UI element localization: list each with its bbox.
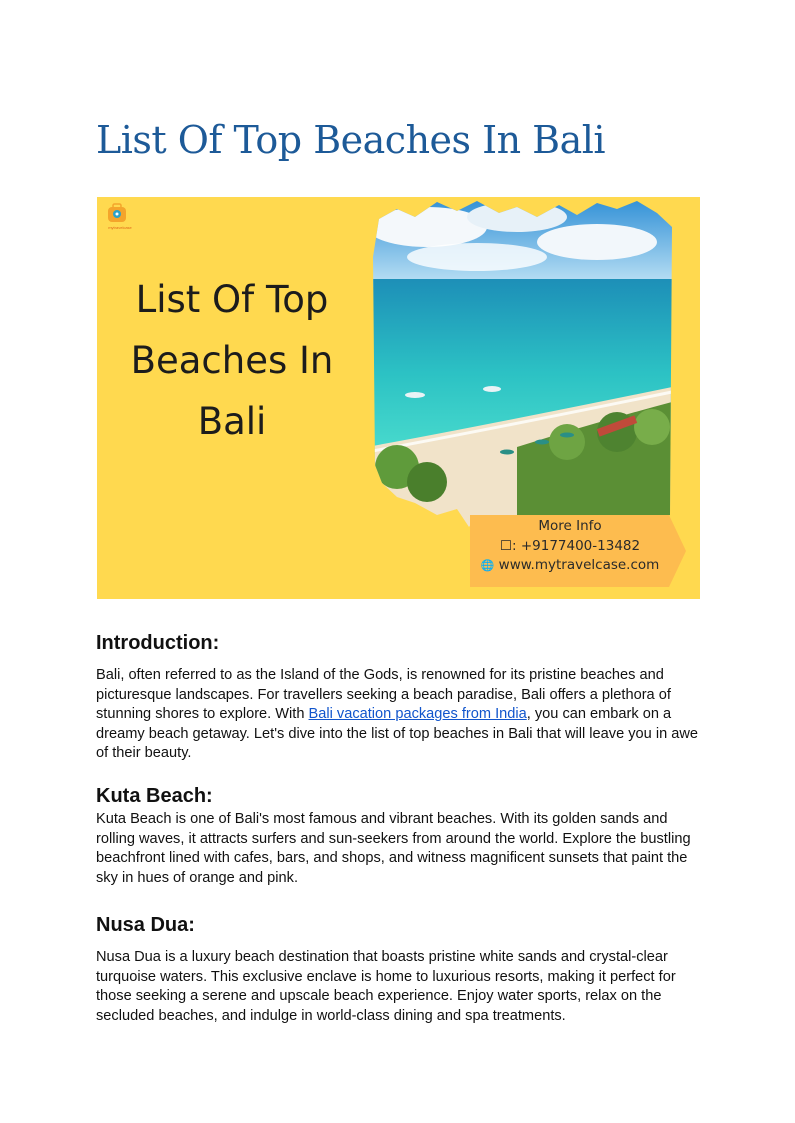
banner-title-line: List Of Top — [135, 278, 329, 321]
kuta-beach-heading: Kuta Beach: — [96, 785, 213, 807]
phone-number: ☐: +9177400-13482 — [499, 538, 641, 554]
logo-text: mytravelcase — [108, 225, 132, 230]
banner-title — [117, 269, 347, 452]
nusa-dua-section — [96, 914, 706, 1026]
nusa-dua-heading: Nusa Dua: — [96, 914, 195, 936]
page-title: List Of Top Beaches In Bali — [96, 118, 606, 162]
globe-icon: 🌐 — [480, 559, 495, 572]
introduction-heading: Introduction: — [96, 632, 220, 654]
bali-packages-link[interactable]: Bali vacation packages from India — [308, 706, 527, 722]
travelcase-logo — [105, 203, 135, 230]
more-info-label: More Info — [538, 518, 602, 534]
nusa-dua-paragraph: Nusa Dua is a luxury beach destination that boasts pristine white sands and crystal-clear turquoise waters. This exclusive enclave is home to luxurious resorts, making it perfect for those seeking a serene and upscale beach experience. Enjoy water sports, relax on the secluded beaches, and indulge in world-class dining and spa treatments. — [96, 949, 676, 1024]
banner-title-line: Beaches In — [130, 339, 334, 382]
banner-title-line: Bali — [197, 400, 267, 443]
introduction-paragraph — [96, 666, 706, 764]
introduction-text-continued: , you can embark on a dreamy beach getaway. Let's dive into the list of top beaches in Bali that will leave you in awe of their beauty. — [96, 706, 699, 761]
introduction-text: Bali, often referred to as the Island of the Gods, is renowned for its pristine beaches and picturesque landscapes. For travellers seeking a beach paradise, Bali offers a plethora of stunning shores to explore. With — [96, 667, 671, 722]
kuta-beach-paragraph: Kuta Beach is one of Bali's most famous and vibrant beaches. With its golden sands and rolling waves, it attracts surfers and sun-seekers from around the world. Explore the bustling beachfront lined with cafes, bars, and shops, and witness magnificent sunsets that paint the sky in hues of orange and pink. — [96, 811, 691, 886]
website-url: www.mytravelcase.com — [498, 557, 660, 573]
introduction-section — [96, 632, 706, 764]
kuta-beach-section — [96, 785, 706, 888]
banner-image — [97, 197, 700, 599]
website-line — [470, 557, 670, 573]
contact-info-box — [470, 515, 686, 587]
suitcase-logo-icon — [105, 203, 129, 225]
